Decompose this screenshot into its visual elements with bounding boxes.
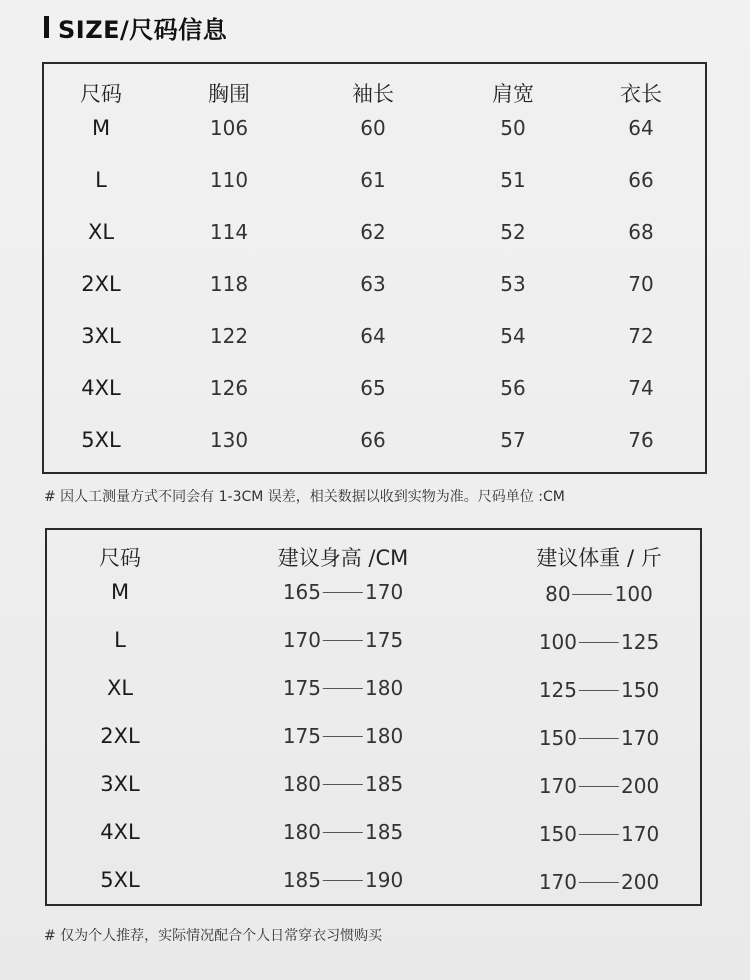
table1-size-label: M: [91, 116, 111, 140]
page-title: [44, 12, 227, 42]
range-min: 170: [282, 628, 321, 652]
table1-cell: 106: [209, 116, 249, 140]
table1-cell: 54: [500, 324, 526, 348]
range-min: 185: [282, 868, 321, 892]
table1-header-2: 袖长: [352, 82, 394, 106]
table1-cell: 63: [360, 272, 386, 296]
table2-weight-range: [539, 774, 659, 798]
table1-size-label: 5XL: [81, 428, 121, 452]
table2-height-range: [283, 580, 403, 604]
range-max: 190: [365, 868, 404, 892]
table1-cell: 61: [360, 168, 386, 192]
table2-size-label: 3XL: [100, 772, 140, 796]
table2-height-range: [283, 724, 403, 748]
range-max: 200: [621, 870, 660, 894]
table1-header-4: 衣长: [620, 82, 662, 106]
table1-cell: 53: [500, 272, 526, 296]
table2-header-2: 建议体重 / 斤: [536, 546, 662, 570]
table1-cell: 70: [628, 272, 654, 296]
table1-cell: 68: [628, 220, 654, 244]
range-max: 170: [365, 580, 404, 604]
table1-cell: 66: [628, 168, 654, 192]
table1-cell: 72: [628, 324, 654, 348]
table1-cell: 114: [209, 220, 249, 244]
range-max: 180: [365, 724, 404, 748]
range-min: 100: [538, 630, 577, 654]
table1-cell: 62: [360, 220, 386, 244]
table1-cell: 74: [628, 376, 654, 400]
table2-weight-range: [539, 630, 659, 654]
table1-cell: 118: [209, 272, 249, 296]
range-max: 170: [621, 822, 660, 846]
table2-weight-range: [545, 582, 653, 606]
table1-header-1: 胸围: [208, 82, 250, 106]
range-dash-line: [323, 592, 363, 593]
range-min: 180: [282, 820, 321, 844]
table1-size-label: XL: [87, 220, 115, 244]
size-recommendation-table: [45, 528, 702, 906]
range-max: 185: [365, 772, 404, 796]
table1-cell: 50: [500, 116, 526, 140]
table1-size-label: 4XL: [81, 376, 121, 400]
range-dash-line: [579, 642, 619, 643]
range-min: 150: [538, 822, 577, 846]
table2-size-label: 2XL: [100, 724, 140, 748]
range-min: 80: [545, 582, 571, 606]
range-dash-line: [323, 832, 363, 833]
table1-cell: 57: [500, 428, 526, 452]
range-min: 125: [538, 678, 577, 702]
table2-size-label: 5XL: [100, 868, 140, 892]
table1-cell: 60: [360, 116, 386, 140]
range-dash-line: [323, 784, 363, 785]
range-min: 175: [282, 724, 321, 748]
table2-size-label: L: [114, 628, 126, 652]
table1-cell: 52: [500, 220, 526, 244]
table2-height-range: [283, 676, 403, 700]
range-dash-line: [579, 690, 619, 691]
table1-cell: 66: [360, 428, 386, 452]
table1-cell: 122: [209, 324, 249, 348]
table1-size-label: 3XL: [81, 324, 121, 348]
table1-cell: 110: [209, 168, 249, 192]
range-max: 170: [621, 726, 660, 750]
table2-height-range: [283, 868, 403, 892]
range-min: 165: [282, 580, 321, 604]
range-dash-line: [579, 738, 619, 739]
table1-header-0: 尺码: [80, 82, 122, 106]
table2-weight-range: [539, 726, 659, 750]
table2-size-label: 4XL: [100, 820, 140, 844]
range-dash-line: [323, 736, 363, 737]
range-min: 170: [538, 870, 577, 894]
measurement-note: # 因人工测量方式不同会有 1-3CM 误差，相关数据以收到实物为准。尺码单位 :CM: [44, 489, 565, 505]
table2-height-range: [283, 820, 403, 844]
table1-cell: 64: [360, 324, 386, 348]
range-min: 180: [282, 772, 321, 796]
table1-size-label: 2XL: [81, 272, 121, 296]
table1-cell: 126: [209, 376, 249, 400]
range-dash-line: [573, 594, 613, 595]
range-dash-line: [579, 882, 619, 883]
table1-cell: 56: [500, 376, 526, 400]
table2-weight-range: [539, 870, 659, 894]
table1-cell: 130: [209, 428, 249, 452]
table2-weight-range: [539, 678, 659, 702]
table2-height-range: [283, 772, 403, 796]
title-accent-bar: [44, 16, 49, 38]
size-measurement-table: [42, 62, 707, 474]
range-dash-line: [579, 786, 619, 787]
recommendation-note: # 仅为个人推荐，实际情况配合个人日常穿衣习惯购买: [44, 928, 383, 944]
range-max: 150: [621, 678, 660, 702]
range-max: 200: [621, 774, 660, 798]
range-max: 185: [365, 820, 404, 844]
range-min: 170: [538, 774, 577, 798]
table2-height-range: [283, 628, 403, 652]
table2-size-label: XL: [106, 676, 134, 700]
table1-size-label: L: [95, 168, 107, 192]
table1-cell: 64: [628, 116, 654, 140]
table1-header-3: 肩宽: [492, 82, 534, 106]
range-dash-line: [323, 640, 363, 641]
range-max: 180: [365, 676, 404, 700]
range-max: 100: [614, 582, 653, 606]
table2-size-label: M: [110, 580, 130, 604]
range-min: 150: [538, 726, 577, 750]
range-dash-line: [323, 880, 363, 881]
table1-cell: 51: [500, 168, 526, 192]
table2-weight-range: [539, 822, 659, 846]
range-min: 175: [282, 676, 321, 700]
range-dash-line: [323, 688, 363, 689]
range-max: 175: [365, 628, 404, 652]
table1-cell: 65: [360, 376, 386, 400]
range-dash-line: [579, 834, 619, 835]
table1-cell: 76: [628, 428, 654, 452]
title-text: SIZE/尺码信息: [58, 15, 228, 44]
table2-header-1: 建议身高 /CM: [277, 546, 409, 570]
range-max: 125: [621, 630, 660, 654]
table2-header-0: 尺码: [99, 546, 141, 570]
